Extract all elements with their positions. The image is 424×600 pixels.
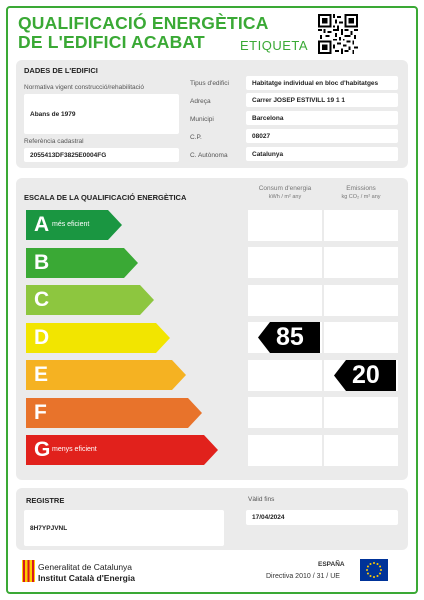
- rating-letter-g: G: [34, 438, 51, 461]
- rating-bar-a: [26, 210, 122, 240]
- consum-column-header: [248, 184, 322, 202]
- eu-star-icon: [370, 563, 372, 565]
- eu-star-icon: [367, 573, 369, 575]
- emissions-cell-a: [324, 210, 398, 241]
- referencia-value: 2055413DF3825E0004FG: [24, 148, 179, 162]
- building-type-label: Tipus d'edifici: [190, 80, 229, 87]
- municipality-value: Barcelona: [246, 111, 398, 125]
- rating-letter-f: F: [34, 400, 47, 424]
- rating-caption-g: menys eficient: [52, 446, 97, 453]
- eu-star-icon: [377, 563, 379, 565]
- autonomous-community-label: C. Autònoma: [190, 152, 228, 159]
- rating-letter-b: B: [34, 250, 50, 274]
- registre-value: 8H7YPJVNL: [24, 510, 224, 546]
- rating-bar-b: [26, 248, 138, 278]
- address-label: Adreça: [190, 98, 211, 105]
- qr-code-icon: [318, 14, 358, 54]
- municipality-label: Municipi: [190, 116, 214, 123]
- consum-cell-b: [248, 247, 322, 278]
- registre-label: REGISTRE: [26, 496, 65, 505]
- rating-bar-c: [26, 285, 154, 315]
- scale-section-title: ESCALA DE LA QUALIFICACIÓ ENERGÈTICA: [24, 193, 187, 202]
- rating-bar-shape-f: [26, 398, 202, 428]
- valid-until-value: 17/04/2024: [246, 510, 398, 525]
- eu-flag-icon: [360, 559, 388, 581]
- referencia-label: Referència cadastral: [24, 138, 84, 145]
- eu-star-icon: [370, 575, 372, 577]
- consum-cell-e: [248, 360, 322, 391]
- etiqueta-label: ETIQUETA: [240, 38, 309, 53]
- rating-letter-e: E: [34, 363, 49, 386]
- rating-bar-g: [26, 435, 218, 465]
- institute-name: Institut Català d'Energia: [38, 573, 135, 583]
- normativa-value: Abans de 1979: [24, 94, 179, 134]
- consum-label: Consum d'energia: [258, 185, 312, 192]
- generalitat-name: Generalitat de Catalunya: [38, 562, 133, 572]
- postal-code-value: 08027: [246, 129, 398, 143]
- eu-star-icon: [367, 566, 369, 568]
- consum-cell-a: [248, 210, 322, 241]
- address-value: Carrer JOSEP ESTIVILL 19 1 1: [246, 93, 398, 107]
- building-section-title: DADES DE L'EDIFICI: [24, 66, 98, 75]
- rating-bar-f: [26, 398, 202, 428]
- emissions-cell-c: [324, 285, 398, 316]
- title-line-2: DE L'EDIFICI ACABAT: [18, 32, 205, 52]
- emissions-column-header: [324, 184, 398, 202]
- eu-star-icon: [377, 575, 379, 577]
- eu-star-icon: [379, 566, 381, 568]
- eu-star-icon: [366, 569, 368, 571]
- page-title: [18, 13, 269, 52]
- rating-letter-c: C: [34, 288, 50, 311]
- emissions-unit: kg CO₂ / m² any: [341, 194, 381, 200]
- valid-until-label: Vàlid fins: [248, 496, 275, 503]
- rating-letter-a: A: [34, 213, 50, 236]
- generalitat-logo: [22, 560, 35, 582]
- eu-star-icon: [373, 562, 375, 564]
- consum-cell-f: [248, 397, 322, 428]
- postal-code-label: C.P.: [190, 134, 202, 141]
- directive-label: Directiva 2010 / 31 / UE: [266, 573, 340, 580]
- consum-unit: kWh / m² any: [268, 194, 302, 200]
- emissions-cell-d: [324, 322, 398, 353]
- consum-indicator-value: 85: [276, 323, 304, 351]
- autonomous-community-value: Catalunya: [246, 147, 398, 161]
- emissions-indicator: [334, 360, 396, 391]
- eu-star-icon: [379, 573, 381, 575]
- title-line-1: QUALIFICACIÓ ENERGÈTICA: [18, 13, 269, 33]
- rating-bar-shape-e: [26, 360, 186, 390]
- emissions-cell-g: [324, 435, 398, 466]
- consum-cell-g: [248, 435, 322, 466]
- emissions-cell-b: [324, 247, 398, 278]
- emissions-indicator-value: 20: [352, 360, 380, 389]
- rating-bar-d: [26, 323, 170, 353]
- consum-cell-c: [248, 285, 322, 316]
- building-type-value: Habitatge individual en bloc d'habitatges: [246, 76, 398, 90]
- eu-star-icon: [373, 576, 375, 578]
- consum-indicator: [258, 322, 320, 353]
- emissions-label: Emissions: [346, 185, 376, 192]
- normativa-label: Normativa vigent construcció/rehabilitació: [24, 84, 144, 91]
- country-label: ESPAÑA: [318, 561, 345, 568]
- rating-caption-a: més eficient: [52, 221, 90, 228]
- rating-letter-d: D: [34, 325, 50, 349]
- emissions-cell-f: [324, 397, 398, 428]
- eu-star-icon: [380, 569, 382, 571]
- rating-bar-e: [26, 360, 186, 390]
